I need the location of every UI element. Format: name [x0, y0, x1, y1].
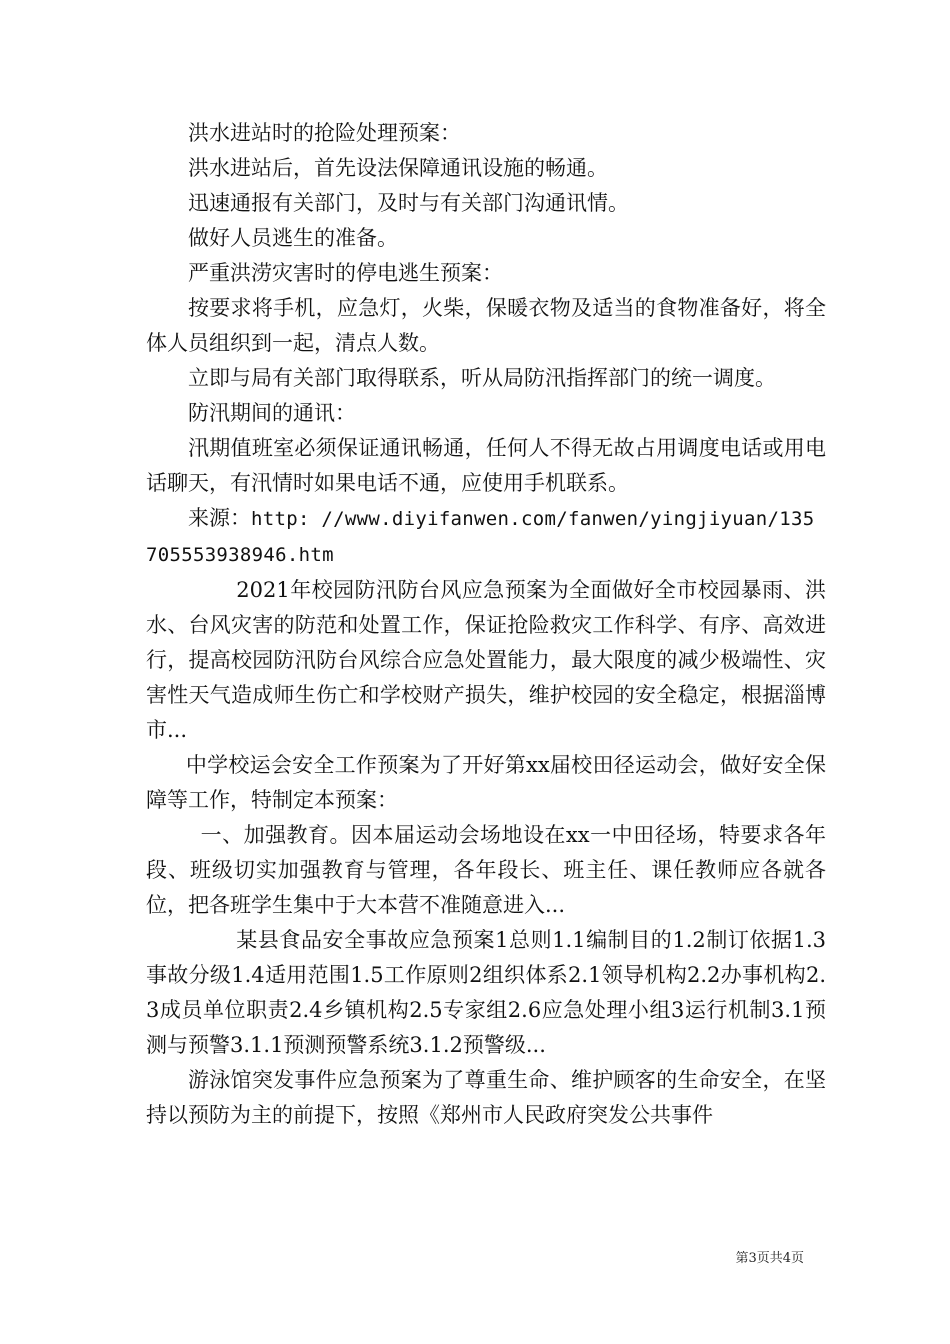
summary-sports-meet: 中学校运会安全工作预案为了开好第xx届校田径运动会，做好安全保障等工作，特制定本预案：: [146, 753, 826, 812]
page-number: 第3页共4页: [735, 1251, 804, 1266]
source-label: 来源：: [188, 506, 251, 530]
paragraph-flood-heading: 洪水进站时的抢险处理预案：: [188, 121, 461, 145]
summary-sports-meet-education: 一、加强教育。因本届运动会场地设在xx一中田径场，特要求各年段、班级切实加强教育与管理，各年段长、班主任、课任教师应各就各位，把各班学生集中于大本营不准随意进入...: [146, 823, 826, 917]
paragraph-flood-step-2: 迅速通报有关部门，及时与有关部门沟通讯情。: [188, 191, 629, 215]
summary-swimming-pool: 游泳馆突发事件应急预案为了尊重生命、维护顾客的生命安全，在坚持以预防为主的前提下，按照《郑州市人民政府突发公共事件: [146, 1068, 826, 1127]
paragraph-blackout-heading: 严重洪涝灾害时的停电逃生预案：: [188, 261, 503, 285]
paragraph-flood-step-1: 洪水进站后，首先设法保障通讯设施的畅通。: [188, 156, 608, 180]
paragraph-blackout-step-2: 立即与局有关部门取得联系，听从局防汛指挥部门的统一调度。: [188, 366, 776, 390]
paragraph-flood-step-3: 做好人员逃生的准备。: [188, 226, 398, 250]
paragraph-blackout-step-1: 按要求将手机，应急灯，火柴，保暖衣物及适当的食物准备好，将全体人员组织到一起，清点人数。: [146, 296, 826, 355]
paragraph-comms-heading: 防汛期间的通讯：: [188, 401, 356, 425]
source-url: http: //www.diyifanwen.com/fanwen/yingjiyuan/135705553938946.htm: [146, 508, 815, 566]
summary-food-safety: 某县食品安全事故应急预案1总则1.1编制目的1.2制订依据1.3事故分级1.4适用范围1.5工作原则2组织体系2.1领导机构2.2办事机构2.3成员单位职责2.4乡镇机构2.5专家组2.6应急处理小组3运行机制3.1预测与预警3.1.1预测预警系统3.1.2预警级...: [146, 928, 826, 1057]
summary-campus-flood: 2021年校园防汛防台风应急预案为全面做好全市校园暴雨、洪水、台风灾害的防范和处置工作，保证抢险救灾工作科学、有序、高效进行，提高校园防汛防台风综合应急处置能力，最大限度的减少极端性、灾害性天气造成师生伤亡和学校财产损失，维护校园的安全稳定，根据淄博市...: [146, 578, 826, 742]
source-line: [146, 501, 826, 573]
document-body: [146, 116, 826, 1133]
paragraph-comms-body: 汛期值班室必须保证通讯畅通，任何人不得无故占用调度电话或用电话聊天，有汛情时如果电话不通，应使用手机联系。: [146, 436, 826, 495]
